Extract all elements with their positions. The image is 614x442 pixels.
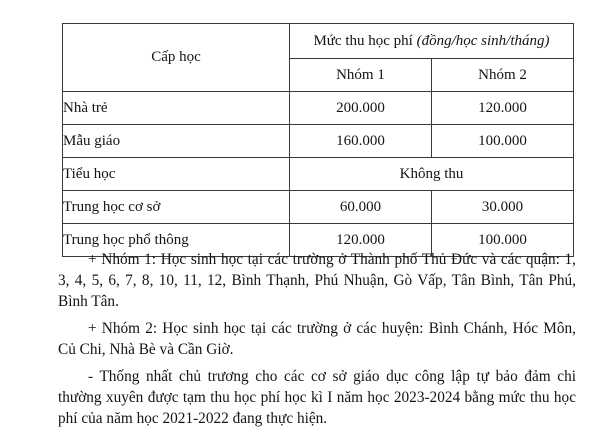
fee-header-unit: (đồng/học sinh/tháng) [416,32,550,49]
note-group2: + Nhóm 2: Học sinh học tại các trường ở các huyện: Bình Chánh, Hóc Môn, Củ Chi, Nhà Bè và Cần Giờ. [58,320,576,358]
note-policy: - Thống nhất chủ trương cho các cơ sở giáo dục công lập tự bảo đảm chi thường xuyên được tạm thu học phí học kì I năm học 2023-2024 bằng mức thu học phí của năm học 2021-2022 đang thực hiện. [58,368,576,427]
table-row [63,191,574,224]
group1-value: 60.000 [289,191,431,224]
fee-header-main: Mức thu học phí [313,32,417,49]
level-cell: Mẫu giáo [63,125,290,158]
group1-value: 160.000 [289,125,431,158]
group2-value: 30.000 [431,191,573,224]
group1-value: 200.000 [289,92,431,125]
table-row [63,158,574,191]
level-cell: Tiểu học [63,158,290,191]
level-cell: Trung học phổ thông [63,224,290,257]
table-row [63,92,574,125]
note-group1: + Nhóm 1: Học sinh học tại các trường ở Thành phố Thủ Đức và các quận: 1, 3, 4, 5, 6, 7, 8, 10, 11, 12, Bình Thạnh, Phú Nhuận, Gò Vấp, Tân Bình, Tân Phú, Bình Tân. [58,251,576,310]
merged-value: Không thu [289,158,573,191]
group2-value: 100.000 [431,125,573,158]
tuition-fee-table [62,23,574,257]
table-header-row [63,24,574,59]
fee-header [289,24,573,59]
group1-value: 120.000 [289,224,431,257]
group1-header: Nhóm 1 [289,59,431,92]
level-cell: Nhà trẻ [63,92,290,125]
table-row [63,125,574,158]
group2-value: 100.000 [431,224,573,257]
level-cell: Trung học cơ sở [63,191,290,224]
notes-section [58,249,576,435]
level-header: Cấp học [63,24,290,92]
group2-value: 120.000 [431,92,573,125]
group2-header: Nhóm 2 [431,59,573,92]
